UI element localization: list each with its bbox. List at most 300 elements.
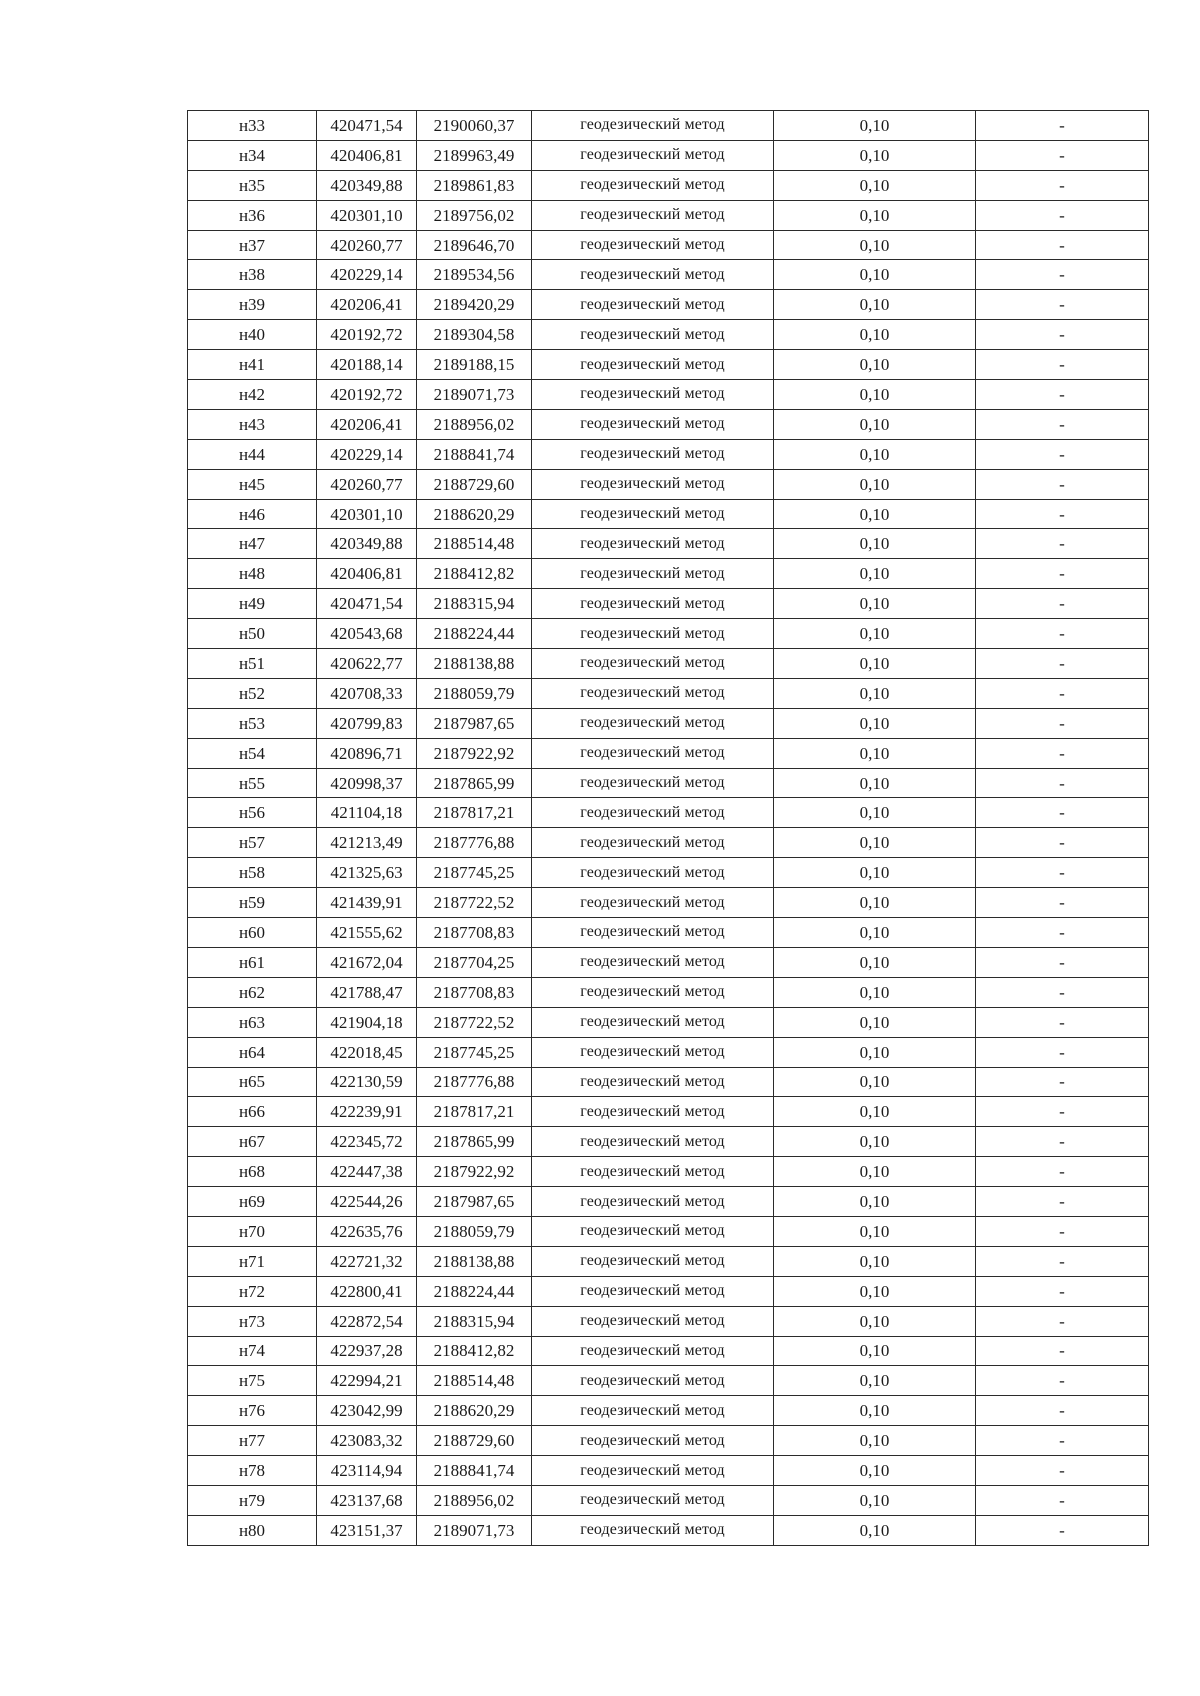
y-coordinate-cell: 2187745,25 <box>417 1037 532 1067</box>
point-name-cell: н54 <box>188 738 317 768</box>
point-name-cell: н56 <box>188 798 317 828</box>
accuracy-cell: 0,10 <box>774 499 976 529</box>
x-coordinate-cell: 423151,37 <box>317 1515 417 1545</box>
description-cell: - <box>976 529 1149 559</box>
accuracy-cell: 0,10 <box>774 977 976 1007</box>
method-cell: геодезический метод <box>532 200 774 230</box>
x-coordinate-cell: 420622,77 <box>317 649 417 679</box>
point-name-cell: н65 <box>188 1067 317 1097</box>
x-coordinate-cell: 422345,72 <box>317 1127 417 1157</box>
table-row <box>188 1067 1149 1097</box>
y-coordinate-cell: 2187745,25 <box>417 858 532 888</box>
table-row <box>188 320 1149 350</box>
method-cell: геодезический метод <box>532 858 774 888</box>
method-cell: геодезический метод <box>532 888 774 918</box>
description-cell: - <box>976 1216 1149 1246</box>
description-cell: - <box>976 1366 1149 1396</box>
y-coordinate-cell: 2189861,83 <box>417 170 532 200</box>
description-cell: - <box>976 140 1149 170</box>
y-coordinate-cell: 2188412,82 <box>417 559 532 589</box>
description-cell: - <box>976 1187 1149 1217</box>
accuracy-cell: 0,10 <box>774 589 976 619</box>
point-name-cell: н49 <box>188 589 317 619</box>
description-cell: - <box>976 170 1149 200</box>
method-cell: геодезический метод <box>532 708 774 738</box>
accuracy-cell: 0,10 <box>774 798 976 828</box>
x-coordinate-cell: 420260,77 <box>317 469 417 499</box>
description-cell: - <box>976 1246 1149 1276</box>
point-name-cell: н72 <box>188 1276 317 1306</box>
x-coordinate-cell: 422130,59 <box>317 1067 417 1097</box>
point-name-cell: н80 <box>188 1515 317 1545</box>
method-cell: геодезический метод <box>532 1127 774 1157</box>
x-coordinate-cell: 420349,88 <box>317 529 417 559</box>
point-name-cell: н78 <box>188 1456 317 1486</box>
point-name-cell: н40 <box>188 320 317 350</box>
point-name-cell: н50 <box>188 619 317 649</box>
method-cell: геодезический метод <box>532 947 774 977</box>
method-cell: геодезический метод <box>532 918 774 948</box>
description-cell: - <box>976 1456 1149 1486</box>
method-cell: геодезический метод <box>532 230 774 260</box>
method-cell: геодезический метод <box>532 619 774 649</box>
x-coordinate-cell: 422635,76 <box>317 1216 417 1246</box>
x-coordinate-cell: 420206,41 <box>317 290 417 320</box>
method-cell: геодезический метод <box>532 170 774 200</box>
accuracy-cell: 0,10 <box>774 111 976 141</box>
table-row <box>188 529 1149 559</box>
point-name-cell: н51 <box>188 649 317 679</box>
x-coordinate-cell: 422872,54 <box>317 1306 417 1336</box>
y-coordinate-cell: 2187722,52 <box>417 1007 532 1037</box>
description-cell: - <box>976 708 1149 738</box>
accuracy-cell: 0,10 <box>774 140 976 170</box>
accuracy-cell: 0,10 <box>774 350 976 380</box>
table-row <box>188 1306 1149 1336</box>
point-name-cell: н58 <box>188 858 317 888</box>
y-coordinate-cell: 2188514,48 <box>417 1366 532 1396</box>
y-coordinate-cell: 2190060,37 <box>417 111 532 141</box>
y-coordinate-cell: 2187722,52 <box>417 888 532 918</box>
description-cell: - <box>976 260 1149 290</box>
method-cell: геодезический метод <box>532 1187 774 1217</box>
table-row <box>188 977 1149 1007</box>
method-cell: геодезический метод <box>532 977 774 1007</box>
y-coordinate-cell: 2188224,44 <box>417 619 532 649</box>
table-row <box>188 798 1149 828</box>
accuracy-cell: 0,10 <box>774 1456 976 1486</box>
table-row <box>188 1485 1149 1515</box>
table-row <box>188 828 1149 858</box>
method-cell: геодезический метод <box>532 499 774 529</box>
y-coordinate-cell: 2187776,88 <box>417 1067 532 1097</box>
method-cell: геодезический метод <box>532 439 774 469</box>
table-row <box>188 170 1149 200</box>
method-cell: геодезический метод <box>532 1216 774 1246</box>
table-row <box>188 111 1149 141</box>
method-cell: геодезический метод <box>532 589 774 619</box>
point-name-cell: н53 <box>188 708 317 738</box>
point-name-cell: н47 <box>188 529 317 559</box>
y-coordinate-cell: 2187987,65 <box>417 1187 532 1217</box>
description-cell: - <box>976 947 1149 977</box>
y-coordinate-cell: 2187922,92 <box>417 738 532 768</box>
x-coordinate-cell: 420406,81 <box>317 559 417 589</box>
description-cell: - <box>976 828 1149 858</box>
table-row <box>188 1456 1149 1486</box>
description-cell: - <box>976 1276 1149 1306</box>
x-coordinate-cell: 421555,62 <box>317 918 417 948</box>
point-name-cell: н67 <box>188 1127 317 1157</box>
method-cell: геодезический метод <box>532 768 774 798</box>
y-coordinate-cell: 2187704,25 <box>417 947 532 977</box>
accuracy-cell: 0,10 <box>774 1246 976 1276</box>
x-coordinate-cell: 420543,68 <box>317 619 417 649</box>
x-coordinate-cell: 422018,45 <box>317 1037 417 1067</box>
accuracy-cell: 0,10 <box>774 649 976 679</box>
point-name-cell: н37 <box>188 230 317 260</box>
x-coordinate-cell: 422721,32 <box>317 1246 417 1276</box>
accuracy-cell: 0,10 <box>774 858 976 888</box>
x-coordinate-cell: 423083,32 <box>317 1426 417 1456</box>
x-coordinate-cell: 420708,33 <box>317 678 417 708</box>
accuracy-cell: 0,10 <box>774 918 976 948</box>
method-cell: геодезический метод <box>532 1306 774 1336</box>
table-row <box>188 1396 1149 1426</box>
accuracy-cell: 0,10 <box>774 1187 976 1217</box>
point-name-cell: н63 <box>188 1007 317 1037</box>
method-cell: геодезический метод <box>532 1336 774 1366</box>
table-row <box>188 768 1149 798</box>
x-coordinate-cell: 421904,18 <box>317 1007 417 1037</box>
description-cell: - <box>976 230 1149 260</box>
coordinates-table <box>187 110 1149 1546</box>
y-coordinate-cell: 2188224,44 <box>417 1276 532 1306</box>
point-name-cell: н64 <box>188 1037 317 1067</box>
point-name-cell: н42 <box>188 380 317 410</box>
x-coordinate-cell: 420229,14 <box>317 260 417 290</box>
y-coordinate-cell: 2187708,83 <box>417 918 532 948</box>
accuracy-cell: 0,10 <box>774 1336 976 1366</box>
method-cell: геодезический метод <box>532 828 774 858</box>
method-cell: геодезический метод <box>532 678 774 708</box>
table-row <box>188 888 1149 918</box>
y-coordinate-cell: 2189963,49 <box>417 140 532 170</box>
x-coordinate-cell: 422544,26 <box>317 1187 417 1217</box>
point-name-cell: н69 <box>188 1187 317 1217</box>
accuracy-cell: 0,10 <box>774 320 976 350</box>
table-row <box>188 409 1149 439</box>
y-coordinate-cell: 2188514,48 <box>417 529 532 559</box>
accuracy-cell: 0,10 <box>774 708 976 738</box>
y-coordinate-cell: 2189756,02 <box>417 200 532 230</box>
accuracy-cell: 0,10 <box>774 768 976 798</box>
point-name-cell: н79 <box>188 1485 317 1515</box>
x-coordinate-cell: 422800,41 <box>317 1276 417 1306</box>
accuracy-cell: 0,10 <box>774 469 976 499</box>
accuracy-cell: 0,10 <box>774 947 976 977</box>
y-coordinate-cell: 2187922,92 <box>417 1157 532 1187</box>
point-name-cell: н52 <box>188 678 317 708</box>
accuracy-cell: 0,10 <box>774 529 976 559</box>
accuracy-cell: 0,10 <box>774 409 976 439</box>
table-row <box>188 350 1149 380</box>
table-row <box>188 1037 1149 1067</box>
description-cell: - <box>976 200 1149 230</box>
y-coordinate-cell: 2187776,88 <box>417 828 532 858</box>
x-coordinate-cell: 420301,10 <box>317 499 417 529</box>
table-row <box>188 499 1149 529</box>
point-name-cell: н74 <box>188 1336 317 1366</box>
accuracy-cell: 0,10 <box>774 439 976 469</box>
point-name-cell: н76 <box>188 1396 317 1426</box>
method-cell: геодезический метод <box>532 1246 774 1276</box>
description-cell: - <box>976 798 1149 828</box>
point-name-cell: н75 <box>188 1366 317 1396</box>
description-cell: - <box>976 678 1149 708</box>
x-coordinate-cell: 420998,37 <box>317 768 417 798</box>
description-cell: - <box>976 1007 1149 1037</box>
accuracy-cell: 0,10 <box>774 1097 976 1127</box>
method-cell: геодезический метод <box>532 1157 774 1187</box>
y-coordinate-cell: 2188412,82 <box>417 1336 532 1366</box>
table-row <box>188 469 1149 499</box>
point-name-cell: н33 <box>188 111 317 141</box>
accuracy-cell: 0,10 <box>774 1216 976 1246</box>
method-cell: геодезический метод <box>532 738 774 768</box>
method-cell: геодезический метод <box>532 1426 774 1456</box>
point-name-cell: н73 <box>188 1306 317 1336</box>
accuracy-cell: 0,10 <box>774 738 976 768</box>
table-row <box>188 230 1149 260</box>
accuracy-cell: 0,10 <box>774 1485 976 1515</box>
description-cell: - <box>976 1067 1149 1097</box>
x-coordinate-cell: 420471,54 <box>317 111 417 141</box>
method-cell: геодезический метод <box>532 1037 774 1067</box>
point-name-cell: н48 <box>188 559 317 589</box>
table-row <box>188 1007 1149 1037</box>
description-cell: - <box>976 439 1149 469</box>
x-coordinate-cell: 420229,14 <box>317 439 417 469</box>
description-cell: - <box>976 888 1149 918</box>
point-name-cell: н35 <box>188 170 317 200</box>
point-name-cell: н46 <box>188 499 317 529</box>
table-row <box>188 738 1149 768</box>
description-cell: - <box>976 1515 1149 1545</box>
table-row <box>188 1366 1149 1396</box>
x-coordinate-cell: 421325,63 <box>317 858 417 888</box>
accuracy-cell: 0,10 <box>774 230 976 260</box>
accuracy-cell: 0,10 <box>774 1396 976 1426</box>
method-cell: геодезический метод <box>532 409 774 439</box>
point-name-cell: н34 <box>188 140 317 170</box>
table-row <box>188 140 1149 170</box>
accuracy-cell: 0,10 <box>774 678 976 708</box>
table-row <box>188 1246 1149 1276</box>
x-coordinate-cell: 422994,21 <box>317 1366 417 1396</box>
y-coordinate-cell: 2188059,79 <box>417 1216 532 1246</box>
accuracy-cell: 0,10 <box>774 1366 976 1396</box>
y-coordinate-cell: 2188841,74 <box>417 1456 532 1486</box>
point-name-cell: н45 <box>188 469 317 499</box>
x-coordinate-cell: 421104,18 <box>317 798 417 828</box>
accuracy-cell: 0,10 <box>774 380 976 410</box>
y-coordinate-cell: 2187865,99 <box>417 768 532 798</box>
accuracy-cell: 0,10 <box>774 888 976 918</box>
x-coordinate-cell: 420192,72 <box>317 380 417 410</box>
y-coordinate-cell: 2187987,65 <box>417 708 532 738</box>
x-coordinate-cell: 420349,88 <box>317 170 417 200</box>
x-coordinate-cell: 422239,91 <box>317 1097 417 1127</box>
y-coordinate-cell: 2188138,88 <box>417 1246 532 1276</box>
x-coordinate-cell: 420188,14 <box>317 350 417 380</box>
method-cell: геодезический метод <box>532 1396 774 1426</box>
accuracy-cell: 0,10 <box>774 200 976 230</box>
y-coordinate-cell: 2188841,74 <box>417 439 532 469</box>
description-cell: - <box>976 290 1149 320</box>
x-coordinate-cell: 420260,77 <box>317 230 417 260</box>
table-row <box>188 559 1149 589</box>
description-cell: - <box>976 649 1149 679</box>
y-coordinate-cell: 2188620,29 <box>417 499 532 529</box>
point-name-cell: н59 <box>188 888 317 918</box>
point-name-cell: н43 <box>188 409 317 439</box>
x-coordinate-cell: 420799,83 <box>317 708 417 738</box>
x-coordinate-cell: 420406,81 <box>317 140 417 170</box>
y-coordinate-cell: 2188059,79 <box>417 678 532 708</box>
table-row <box>188 380 1149 410</box>
description-cell: - <box>976 350 1149 380</box>
method-cell: геодезический метод <box>532 1366 774 1396</box>
point-name-cell: н71 <box>188 1246 317 1276</box>
accuracy-cell: 0,10 <box>774 828 976 858</box>
method-cell: геодезический метод <box>532 350 774 380</box>
description-cell: - <box>976 380 1149 410</box>
x-coordinate-cell: 422447,38 <box>317 1157 417 1187</box>
x-coordinate-cell: 423137,68 <box>317 1485 417 1515</box>
x-coordinate-cell: 421672,04 <box>317 947 417 977</box>
description-cell: - <box>976 1485 1149 1515</box>
method-cell: геодезический метод <box>532 1456 774 1486</box>
description-cell: - <box>976 1426 1149 1456</box>
point-name-cell: н66 <box>188 1097 317 1127</box>
y-coordinate-cell: 2188138,88 <box>417 649 532 679</box>
point-name-cell: н57 <box>188 828 317 858</box>
description-cell: - <box>976 1127 1149 1157</box>
description-cell: - <box>976 918 1149 948</box>
method-cell: геодезический метод <box>532 1097 774 1127</box>
method-cell: геодезический метод <box>532 529 774 559</box>
x-coordinate-cell: 420192,72 <box>317 320 417 350</box>
description-cell: - <box>976 409 1149 439</box>
accuracy-cell: 0,10 <box>774 170 976 200</box>
accuracy-cell: 0,10 <box>774 1157 976 1187</box>
table-row <box>188 439 1149 469</box>
y-coordinate-cell: 2188315,94 <box>417 1306 532 1336</box>
y-coordinate-cell: 2188620,29 <box>417 1396 532 1426</box>
point-name-cell: н39 <box>188 290 317 320</box>
description-cell: - <box>976 559 1149 589</box>
method-cell: геодезический метод <box>532 1067 774 1097</box>
table-row <box>188 1336 1149 1366</box>
accuracy-cell: 0,10 <box>774 1067 976 1097</box>
y-coordinate-cell: 2188315,94 <box>417 589 532 619</box>
accuracy-cell: 0,10 <box>774 1127 976 1157</box>
table-row <box>188 918 1149 948</box>
description-cell: - <box>976 469 1149 499</box>
accuracy-cell: 0,10 <box>774 1426 976 1456</box>
description-cell: - <box>976 738 1149 768</box>
x-coordinate-cell: 421788,47 <box>317 977 417 1007</box>
method-cell: геодезический метод <box>532 649 774 679</box>
point-name-cell: н36 <box>188 200 317 230</box>
accuracy-cell: 0,10 <box>774 1306 976 1336</box>
description-cell: - <box>976 589 1149 619</box>
y-coordinate-cell: 2189420,29 <box>417 290 532 320</box>
description-cell: - <box>976 111 1149 141</box>
description-cell: - <box>976 499 1149 529</box>
y-coordinate-cell: 2188729,60 <box>417 1426 532 1456</box>
y-coordinate-cell: 2187865,99 <box>417 1127 532 1157</box>
accuracy-cell: 0,10 <box>774 260 976 290</box>
table-row <box>188 200 1149 230</box>
table-row <box>188 1276 1149 1306</box>
table-row <box>188 1426 1149 1456</box>
description-cell: - <box>976 977 1149 1007</box>
description-cell: - <box>976 858 1149 888</box>
description-cell: - <box>976 1037 1149 1067</box>
description-cell: - <box>976 320 1149 350</box>
y-coordinate-cell: 2188956,02 <box>417 1485 532 1515</box>
table-row <box>188 649 1149 679</box>
method-cell: геодезический метод <box>532 1007 774 1037</box>
method-cell: геодезический метод <box>532 140 774 170</box>
method-cell: геодезический метод <box>532 290 774 320</box>
method-cell: геодезический метод <box>532 1276 774 1306</box>
x-coordinate-cell: 423042,99 <box>317 1396 417 1426</box>
method-cell: геодезический метод <box>532 798 774 828</box>
method-cell: геодезический метод <box>532 320 774 350</box>
y-coordinate-cell: 2187817,21 <box>417 1097 532 1127</box>
y-coordinate-cell: 2189534,56 <box>417 260 532 290</box>
accuracy-cell: 0,10 <box>774 1037 976 1067</box>
table-row <box>188 1157 1149 1187</box>
y-coordinate-cell: 2189188,15 <box>417 350 532 380</box>
x-coordinate-cell: 421439,91 <box>317 888 417 918</box>
accuracy-cell: 0,10 <box>774 290 976 320</box>
table-row <box>188 708 1149 738</box>
method-cell: геодезический метод <box>532 1515 774 1545</box>
point-name-cell: н55 <box>188 768 317 798</box>
method-cell: геодезический метод <box>532 469 774 499</box>
point-name-cell: н70 <box>188 1216 317 1246</box>
accuracy-cell: 0,10 <box>774 1276 976 1306</box>
x-coordinate-cell: 421213,49 <box>317 828 417 858</box>
table-row <box>188 1515 1149 1545</box>
y-coordinate-cell: 2189646,70 <box>417 230 532 260</box>
method-cell: геодезический метод <box>532 111 774 141</box>
accuracy-cell: 0,10 <box>774 619 976 649</box>
x-coordinate-cell: 420206,41 <box>317 409 417 439</box>
description-cell: - <box>976 1336 1149 1366</box>
accuracy-cell: 0,10 <box>774 1515 976 1545</box>
description-cell: - <box>976 1097 1149 1127</box>
point-name-cell: н60 <box>188 918 317 948</box>
point-name-cell: н38 <box>188 260 317 290</box>
table-row <box>188 290 1149 320</box>
description-cell: - <box>976 1157 1149 1187</box>
description-cell: - <box>976 768 1149 798</box>
